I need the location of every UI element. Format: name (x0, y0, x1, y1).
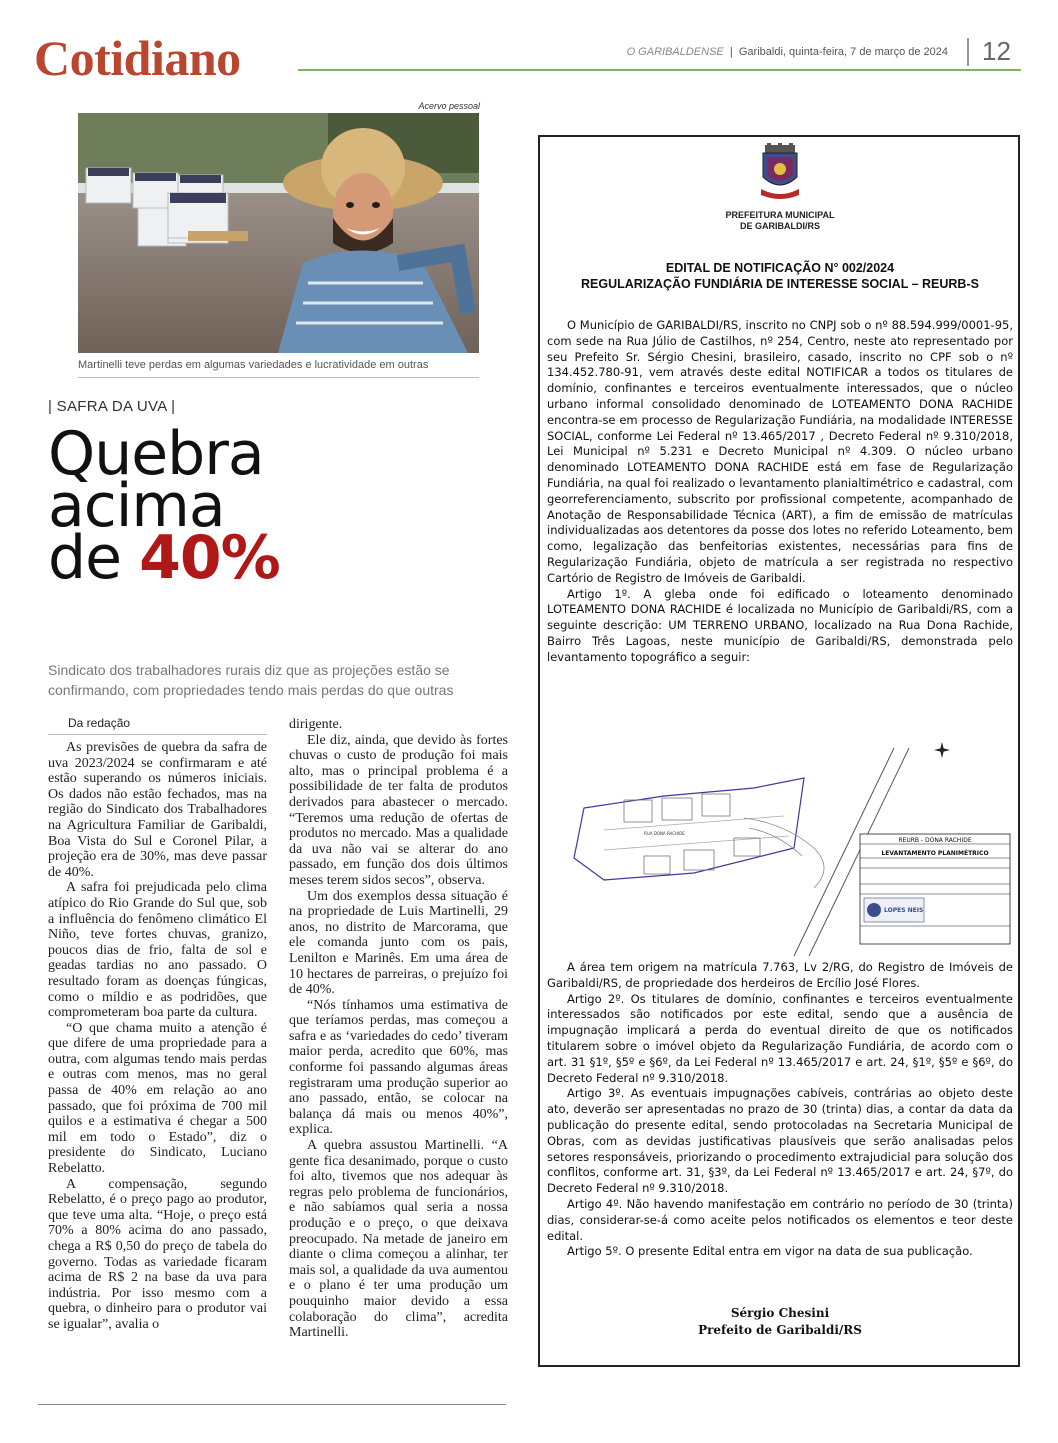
paragraph-continuation: dirigente. (289, 717, 343, 732)
notice-text-top (547, 318, 1013, 666)
firm-logo-icon (867, 903, 881, 917)
headline-line-2: acima (48, 471, 225, 541)
byline-rule (48, 734, 267, 735)
caption-rule (78, 377, 479, 378)
headline (48, 419, 498, 593)
article-column-2 (289, 717, 508, 1341)
header-separator: | (729, 46, 733, 58)
header-divider (967, 38, 969, 66)
paragraph: As previsões de quebra da safra de uva 2023/2024 se confirmaram e até estão superando os números iniciais. Os dados não estão fechados, mas na região do Sindicato dos Trabalhadores na Agricultura Familiar de Garibaldi, Boa Vista do Sul e Coronel Pilar, a projeção era de 30%, mas deve passar de 40%. (48, 740, 267, 880)
publication-name: O GARIBALDENSE (626, 46, 724, 58)
government-name-line-1: PREFEITURA MUNICIPAL (725, 210, 835, 220)
notice-paragraph: Artigo 5º. O presente Edital entra em vigor na data de sua publicação. (567, 1244, 973, 1259)
notice-paragraph: Artigo 2º. Os titulares de domínio, confinantes e terceiros eventualmente interessados são notificados por este edital, sendo que a ausência de impugnação implicará a perda do eventual direito de que os notificados titularem sobre o imóvel objeto da Regularização Fundiária, de acordo com o art. 31 §1º, §5º e §6º, da Lei Federal nº 13.465/2017 e art. 24, §1º, §5º e §6º, do Decreto Federal nº 9.310/2018. (547, 991, 1013, 1085)
paragraph: “Nós tínhamos uma estimativa de que teríamos perdas, mas começou a safra e as ‘variedades do cedo’ tiveram maior perda, acredito que 60%, mas conforme foi passando algumas áreas registraram uma produção superior ao ano passado, então, se colocar na balança dá mais ou menos 40%”, explica. (289, 997, 508, 1138)
signature-name: Sérgio Chesini (730, 1306, 830, 1320)
notice-title-line-2: REGULARIZAÇÃO FUNDIÁRIA DE INTERESSE SOCIAL – REURB-S (581, 277, 979, 291)
headline-highlight: 40% (139, 523, 280, 593)
map-firm-name: LOPES NEIS (884, 907, 924, 914)
paragraph: Um dos exemplos dessa situação é na propriedade de Luis Martinelli, 29 anos, no distrito de Marcorama, que ele comanda junto com os pais, Lenilton e Marinês. Em uma área de 10 hectares de parreiras, o prejuízo foi de 40%. (289, 888, 508, 998)
byline: Da redação (68, 716, 131, 730)
paragraph: A compensação, segundo Rebelatto, é o preço pago ao produtor, que teve uma alta. “Hoje, o preço está 70% a 80% acima do ano passado, chega a R$ 0,50 do preço de tabela do governo. Todas as variedade ficaram acima de R$ 2 na base da uva para indústria. Por isso mesmo com a quebra, o dinheiro para o produtor vai se igualar”, avalia o (48, 1176, 267, 1332)
header-rule (298, 69, 1021, 71)
notice-paragraph: Artigo 1º. A gleba onde foi edificado o loteamento denominado LOTEAMENTO DONA RACHIDE é localizada no Município de Garibaldi/RS, com a seguinte descrição: UM TERRENO URBANO, localizado na Rua Dona Rachide, Bairro Três Lagoas, neste município de Garibaldi/RS, demonstrada pelo levantamento topográfico a seguir: (547, 586, 1013, 664)
notice-paragraph: Artigo 3º. As eventuais impugnações cabíveis, contrárias ao objeto deste ato, deverão ser apresentadas no prazo de 30 (trinta) dias, a contar da data da publicação do presente edital, sendo protocoladas na Secretaria Municipal de Obras, com as devidas justificativas plausíveis que serão analisadas pelos setores responsáveis, priorizando o procedimento extrajudicial para solução dos conflitos, conforme art. 31, §3º, da Lei Federal nº 13.465/2017 e art. 24, §7º, do Decreto Federal nº 9.310/2018. (547, 1086, 1013, 1196)
page-number: 12 (982, 36, 1011, 66)
photo-caption: Martinelli teve perdas em algumas variedades e lucratividade em outras (78, 359, 429, 371)
footer-rule (38, 1404, 506, 1405)
photo-credit: Acervo pessoal (418, 101, 480, 111)
farmer-selfie-illustration (78, 113, 479, 353)
subhead: Sindicato dos trabalhadores rurais diz que as projeções estão se confirmando, com propriedades tendo mais perdas do que outras (48, 662, 454, 698)
dateline: Garibaldi, quinta-feira, 7 de março de 2024 (738, 46, 948, 58)
article-kicker: | SAFRA DA UVA | (48, 398, 176, 415)
signature-block (545, 1305, 1015, 1339)
government-name (720, 210, 840, 232)
paragraph: Ele diz, ainda, que devido às fortes chuvas o custo de produção foi mais alto, mas o principal problema é a possibilidade de ter falta de produtos derivados para abastecer o mercado. “Teremos uma redução de ofertas de produtos no mercado. Mas a qualidade da uva não vai se alterar do ano passado, em função dos dois últimos meses terem sidos secos”, observa. (289, 732, 508, 888)
signature-title: Prefeito de Garibaldi/RS (698, 1323, 862, 1337)
paragraph: A safra foi prejudicada pelo clima atípico do Rio Grande do Sul que, sob a influência do fenômeno climático El Niño, teve fortes chuvas, granizo, poucos dias de frio, falta de sol e geadas tardias no ano passado. O resultado foram as doenças fúngicas, como o míldio e as podridões, que comprometeram boa parte da cultura. (48, 880, 267, 1021)
map-project-name: REURB - DONA RACHIDE (898, 837, 972, 844)
government-name-line-2: DE GARIBALDI/RS (739, 221, 820, 231)
notice-paragraph: O Município de GARIBALDI/RS, inscrito no CNPJ sob o nº 88.594.999/0001-95, com sede na Rua Júlio de Castilhos, nº 254, Centro, neste ato representado por seu Prefeito Sr. Sérgio Chesini, brasileiro, casado, inscrito no CPF sob o nº 134.452.780-91, vem através deste edital NOTIFICAR a todos os titulares de domínio, confinantes e terceiros eventualmente interessados, que o núcleo urbano informal consolidado denominado de LOTEAMENTO DONA RACHIDE encontra-se em processo de Regularização Fundiária, na modalidade INTERESSE SOCIAL, conforme Lei Federal nº 13.465/2017 , Decreto Federal nº 9.310/2018, Lei Municipal nº 5.231 e Decreto Municipal nº 4.309. O núcleo urbano denominado LOTEAMENTO DONA RACHIDE está em fase de Regularização Fundiária, na qual foi realizado o levantamento planialtimétrico e cadastral, com georreferenciamento, subscrito por profissional competente, acompanhado de Anotação de Responsabilidade Técnica (ART), a fim de emissão de matrículas individualizadas aos detentores da posse dos lotes no referido Loteamento, bem como, legalização das benfeitorias existentes, necessárias para fins de Regularização Fundiária, objeto de matrícula a ser registrada no respectivo Cartório de Registro de Imóveis de Garibaldi. (547, 318, 1013, 585)
municipal-crest-icon (759, 143, 801, 203)
header-meta (627, 46, 948, 58)
article-photo (78, 113, 479, 353)
headline-line-3 (48, 523, 498, 593)
notice-paragraph: Artigo 4º. Não havendo manifestação em contrário no período de 30 (trinta) dias, considerar-se-á como aceite pelos notificados os elementos e teor deste edital. (547, 1196, 1013, 1243)
map-drawing-type: LEVANTAMENTO PLANIMÉTRICO (881, 850, 989, 857)
notice-paragraph: A área tem origem na matrícula 7.763, Lv 2/RG, do Registro de Imóveis de Garibaldi/RS, de propriedade dos herdeiros de Ercílio José Flores. (547, 960, 1013, 990)
article-column-1 (48, 740, 267, 1333)
section-title: Cotidiano (34, 30, 241, 86)
paragraph: A quebra assustou Martinelli. “A gente fica desanimado, porque o custo foi alto, tivemos que nos adequar às regras pelo problema de funcionários, e não sabíamos qual seria a nossa produção e o preço, o que deixava preocupado. Na metade de janeiro em diante o clima começou a alinhar, ter mais sol, a qualidade da uva aumentou e o plano é ter uma produção um pouquinho maior devido a essa colaboração do clima”, acredita Martinelli. (289, 1138, 508, 1341)
map-street-label: RUA DONA RACHIDE (644, 831, 685, 836)
topographic-survey-map (544, 738, 1014, 956)
headline-prefix: de (48, 523, 140, 593)
notice-title-line-1: EDITAL DE NOTIFICAÇÃO N° 002/2024 (665, 261, 895, 275)
notice-title (545, 260, 1015, 292)
paragraph: “O que chama muito a atenção é que difere de uma propriedade para a outra, com algumas tendo mais perdas e outras com menos, mas no geral passa de 40% em relação ao ano passado, que foi próxima de 700 mil quilos e a estimativa é chegar a 500 mil em todo o Estado”, diz o presidente do Sindicato, Luciano Rebelatto. (48, 1020, 267, 1177)
headline-line-1: Quebra (48, 419, 264, 489)
notice-text-bottom (547, 960, 1013, 1260)
map-title-block (860, 834, 1010, 944)
